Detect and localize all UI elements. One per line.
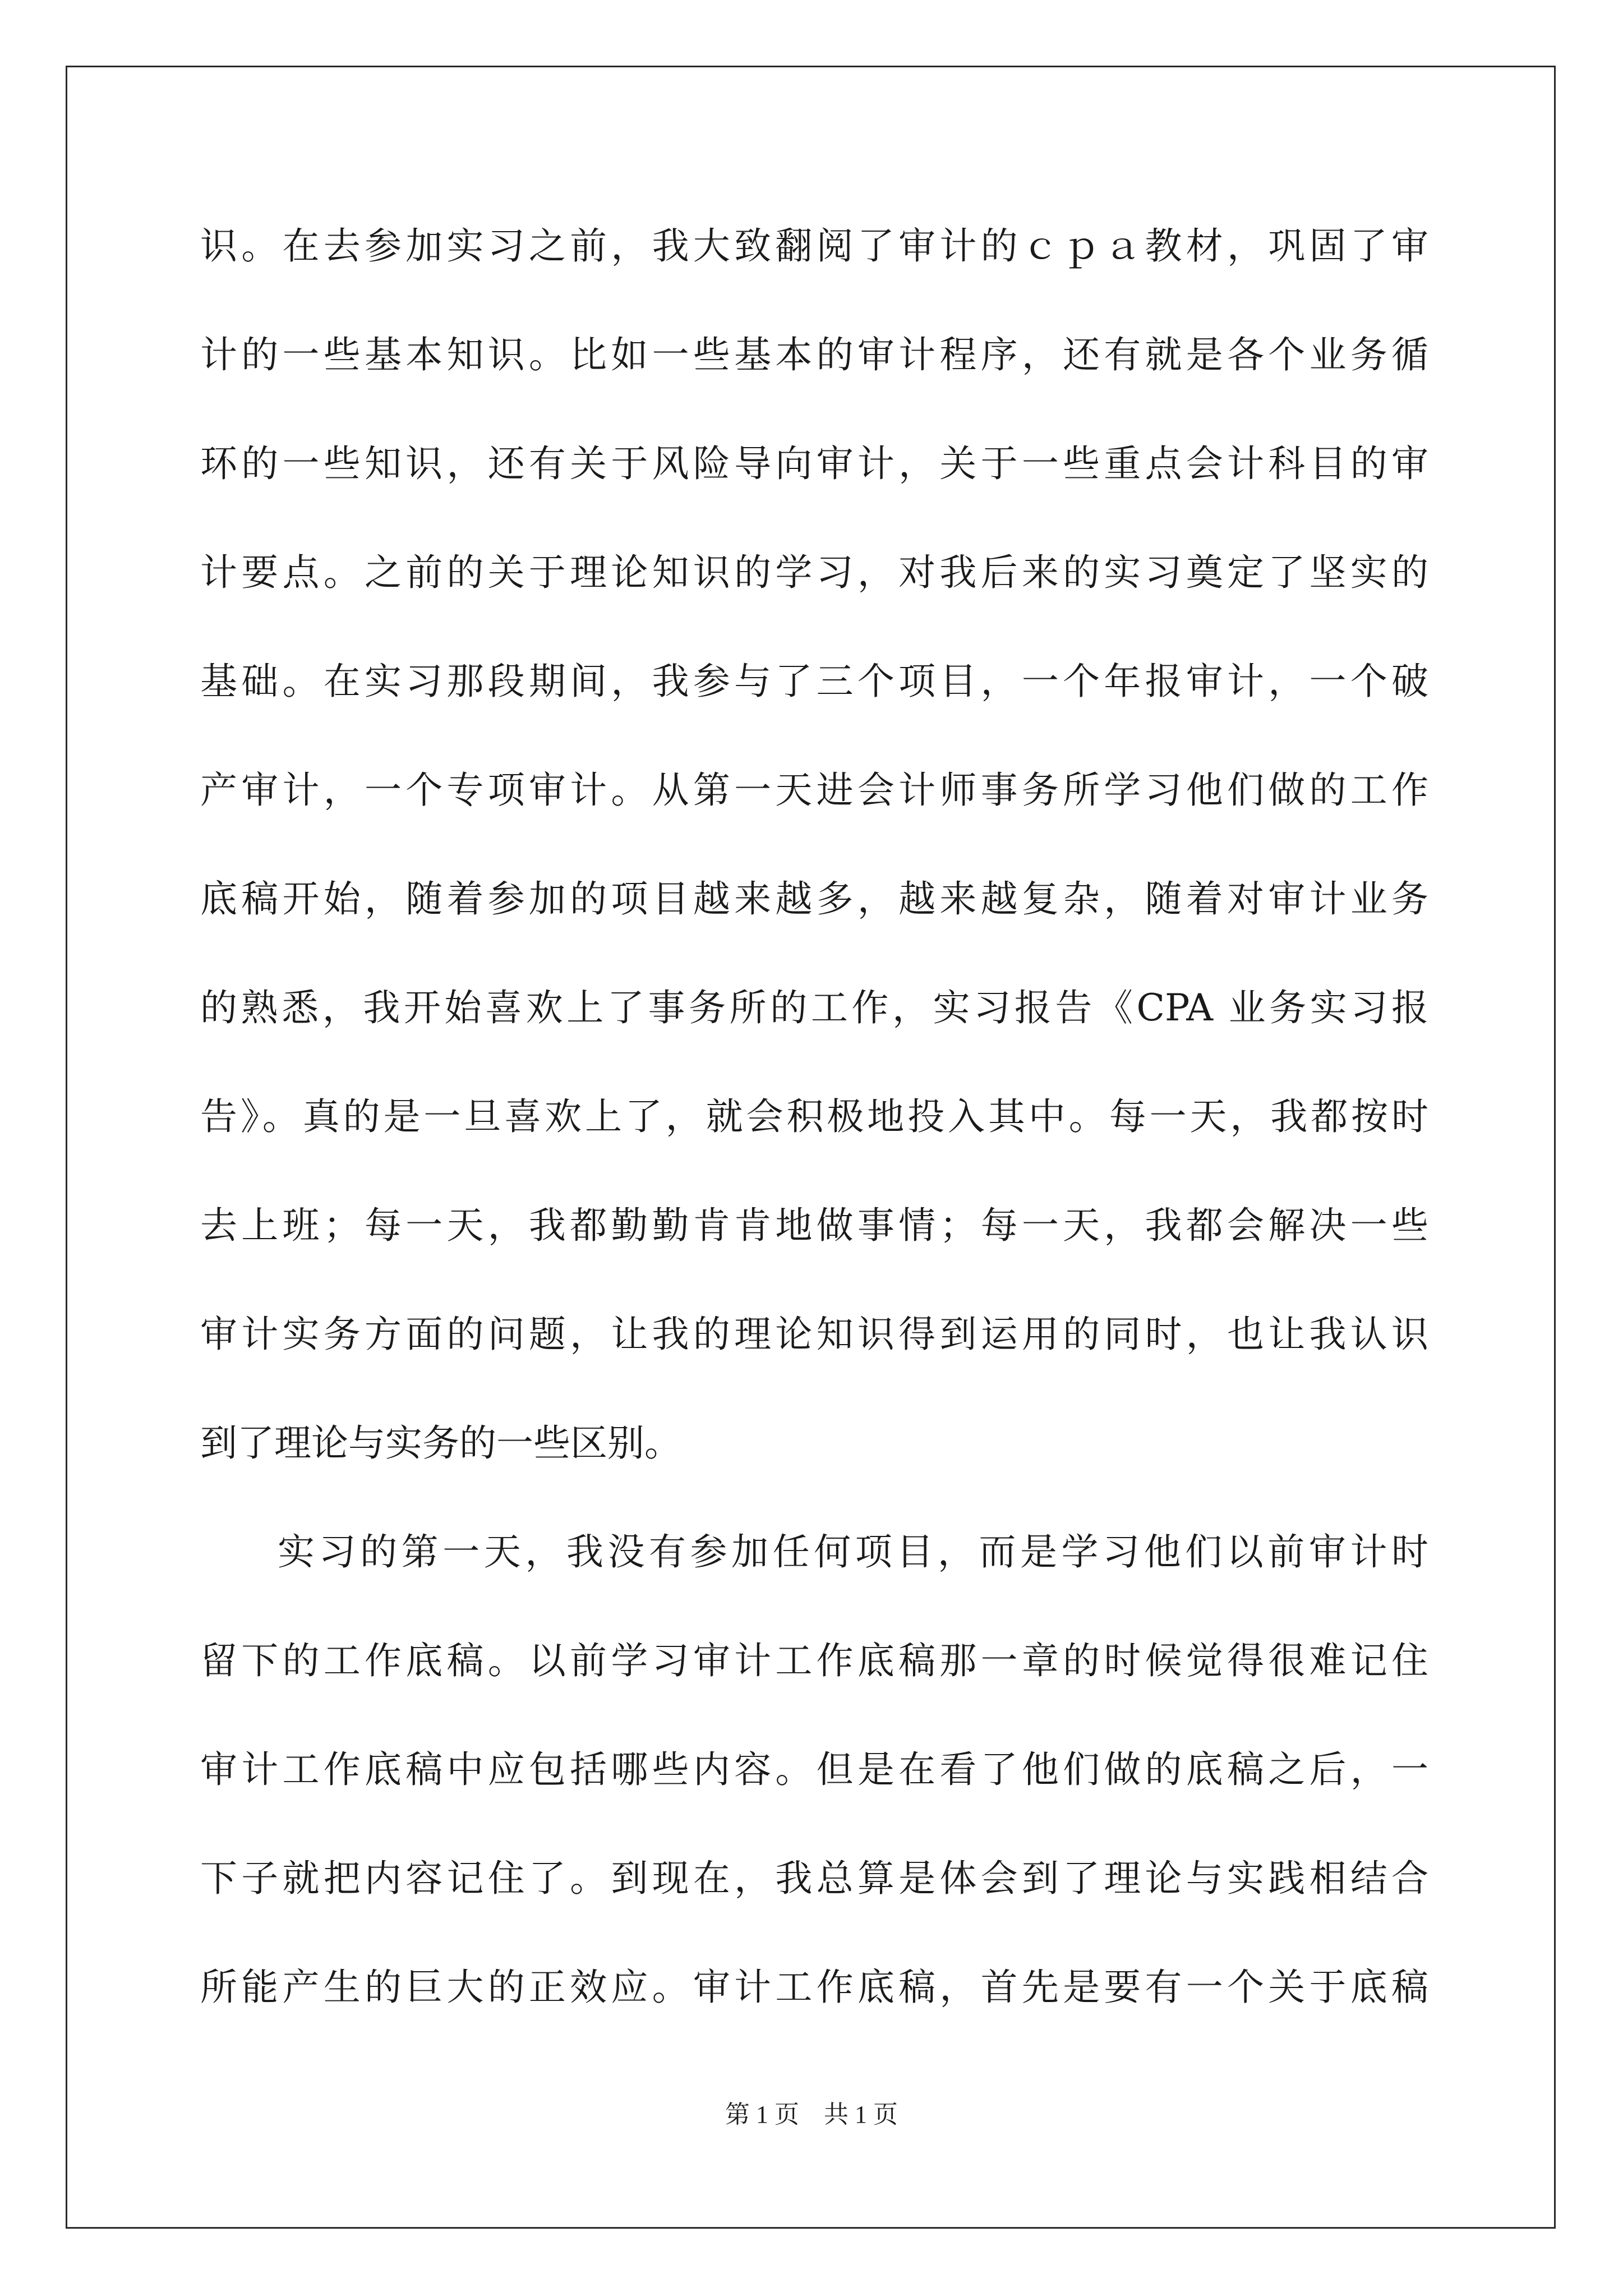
text-line: 到了理论与实务的一些区别。	[200, 1421, 681, 1465]
text-line: 底稿开始，随着参加的项目越来越多，越来越复杂，随着对审计业务	[200, 877, 1428, 921]
text-line: 计的一些基本知识。比如一些基本的审计程序，还有就是各个业务循	[200, 333, 1428, 376]
text-line: 告》。真的是一旦喜欢上了，就会积极地投入其中。每一天，我都按时	[200, 1095, 1428, 1138]
text-line: 审计实务方面的问题，让我的理论知识得到运用的同时，也让我认识	[200, 1313, 1428, 1356]
text-line: 的熟悉，我开始喜欢上了事务所的工作，实习报告《CPA 业务实习报	[200, 986, 1428, 1029]
text-line: 实习的第一天，我没有参加任何项目，而是学习他们以前审计时	[278, 1530, 1428, 1573]
text-line: 下子就把内容记住了。到现在，我总算是体会到了理论与实践相结合	[200, 1857, 1428, 1900]
text-line: 基础。在实习那段期间，我参与了三个项目，一个年报审计，一个破	[200, 660, 1428, 703]
text-line: 所能产生的巨大的正效应。审计工作底稿，首先是要有一个关于底稿	[200, 1966, 1428, 2009]
text-line: 产审计，一个专项审计。从第一天进会计师事务所学习他们做的工作	[200, 769, 1428, 812]
text-line: 审计工作底稿中应包括哪些内容。但是在看了他们做的底稿之后，一	[200, 1748, 1428, 1791]
text-line: 留下的工作底稿。以前学习审计工作底稿那一章的时候觉得很难记住	[200, 1639, 1428, 1682]
page-footer	[0, 2098, 1623, 2132]
page-number-label: 第 1 页 共 1 页	[725, 2101, 898, 2128]
text-line: 计要点。之前的关于理论知识的学习，对我后来的实习奠定了坚实的	[200, 551, 1428, 594]
text-line: 环的一些知识，还有关于风险导向审计，关于一些重点会计科目的审	[200, 442, 1428, 485]
text-line: 去上班；每一天，我都勤勤肯肯地做事情；每一天，我都会解决一些	[200, 1204, 1428, 1247]
text-line: 识。在去参加实习之前，我大致翻阅了审计的ｃｐａ教材，巩固了审	[200, 224, 1428, 268]
